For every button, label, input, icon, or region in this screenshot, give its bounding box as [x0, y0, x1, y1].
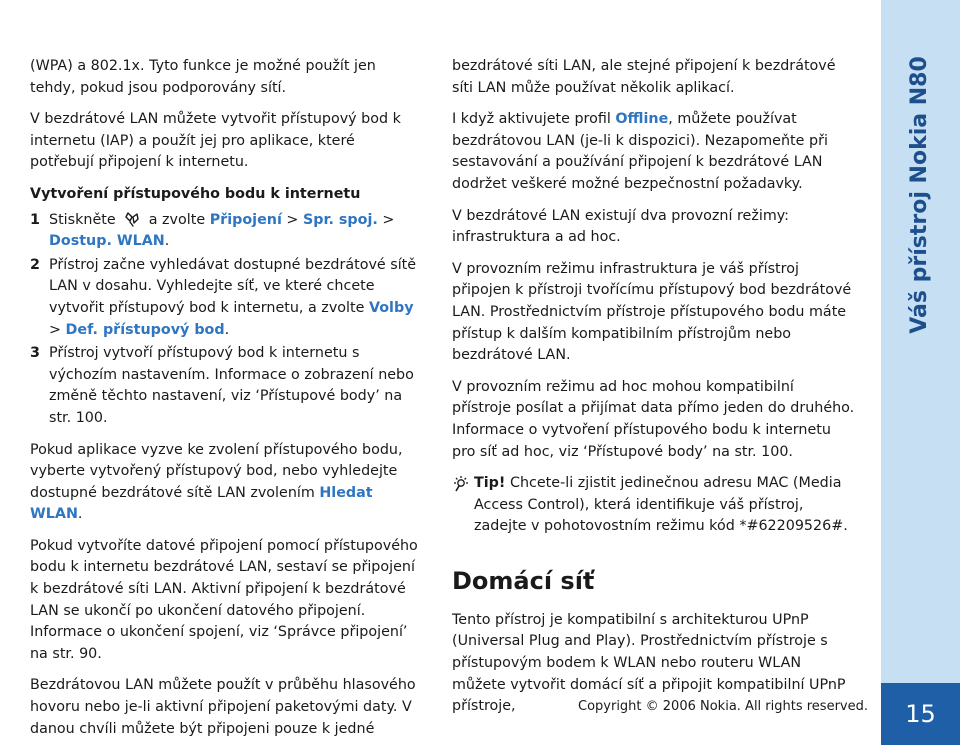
paragraph-intro: (WPA) a 802.1x. Tyto funkce je možné použít jen tehdy, pokud jsou podporovány sítí. [30, 58, 376, 96]
heading-home-network: Domácí síť [452, 566, 595, 595]
step-number: 3 [30, 345, 40, 362]
keyword-conn-mgr: Spr. spoj. [302, 211, 378, 228]
step-text: Přístroj vytvoří přístupový bod k internetu s výchozím nastavením. Informace o zobrazení nebo změně těchto nastavení, viz ‘Přístupové body’ na str. 100. [49, 345, 414, 426]
paragraph-infrastructure: V provozním režimu infrastruktura je váš přístroj připojen k přístroji tvořícímu přístupový bod bezdrátové LAN. Prostřednictvím přístroje přístupového bodu máte přístup k dalším kompatibilním přístrojům nebo bezdrátové LAN. [452, 260, 852, 364]
tip-text: Chcete-li zjistit jedinečnou adresu MAC (Media Access Control), která identifikuje váš přístroj, zadejte v pohotovostním režimu kód *#62209526#. [474, 475, 848, 535]
paragraph-voice-call: Bezdrátovou LAN můžete použít v průběhu hlasového hovoru nebo je-li aktivní připojení paketovými daty. V danou chvíli můžete být připojeni pouze k jedné [30, 677, 416, 737]
step-text: a zvolte [148, 211, 206, 228]
punctuation: . [77, 506, 83, 523]
chapter-title: Váš přístroj Nokia N80 [907, 56, 932, 334]
keyword-options: Volby [368, 299, 414, 316]
keyword-define-access-point: Def. přístupový bod [65, 321, 225, 338]
copyright-notice: Copyright © 2006 Nokia. All rights reserved. [578, 699, 868, 714]
menu-key-icon [124, 211, 140, 227]
paragraph-adhoc: V provozním režimu ad hoc mohou kompatibilní přístroje posílat a přijímat data přímo jeden do druhého. Informace o vytvoření přístupového bodu k internetu pro síť ad hoc, viz ‘Přístupové body’ na str. 100. [452, 378, 855, 460]
paragraph-text: Pokud aplikace vyzve ke zvolení přístupového bodu, vyberte vytvořený přístupový bod, nebo vyhledejte dostupné bezdrátové sítě LAN zvolením [30, 441, 403, 501]
step-text: Přístroj začne vyhledávat dostupné bezdrátové sítě LAN v dosahu. Vyhledejte síť, ve které chcete vytvořit přístupový bod k internetu, a zvolte [49, 256, 417, 316]
paragraph-upnp: Tento přístroj je kompatibilní s architekturou UPnP (Universal Plug and Play). Prostřednictvím přístroje s přístupovým bodem k WLAN nebo routeru WLAN můžete vytvořit domácí síť a připojit kompatibilní UPnP přístroje, [452, 611, 846, 715]
keyword-available-wlan: Dostup. WLAN [49, 233, 165, 250]
separator: > [382, 211, 395, 228]
step-3 [30, 343, 422, 429]
paragraph-iap: V bezdrátové LAN můžete vytvořit přístupový bod k internetu (IAP) a použít jej pro aplikace, které potřebují připojení k internetu. [30, 111, 401, 171]
keyword-connectivity: Připojení [209, 211, 282, 228]
keyword-offline: Offline [615, 111, 669, 128]
steps-list [30, 210, 422, 430]
step-number: 1 [30, 211, 40, 228]
punctuation: . [224, 321, 230, 338]
paragraph-offline [452, 109, 857, 195]
keyword-search-wlan: Hledat WLAN [30, 484, 373, 523]
separator: > [286, 211, 299, 228]
paragraph-modes: V bezdrátové LAN existují dva provozní režimy: infrastruktura a ad hoc. [452, 207, 789, 246]
paragraph-text: , můžete používat bezdrátovou LAN (je-li k dispozici). Nezapomeňte při sestavování a používání připojení k bezdrátové LAN dodržet veškeré možné bezpečnostní požadavky. [452, 111, 828, 192]
step-1 [30, 210, 422, 253]
right-column [452, 56, 857, 728]
left-column [30, 56, 422, 750]
paragraph-prompt [30, 440, 422, 526]
paragraph-text: I když aktivujete profil [452, 111, 611, 128]
page-number: 15 [881, 683, 960, 745]
paragraph-continued: bezdrátové síti LAN, ale stejné připojení k bezdrátové síti LAN může používat několik aplikací. [452, 58, 836, 96]
tip-box [452, 473, 857, 538]
step-2 [30, 255, 422, 341]
punctuation: . [164, 233, 170, 250]
tip-label: Tip! [474, 475, 506, 492]
separator: > [49, 321, 61, 338]
subheading-create-access-point: Vytvoření přístupového bodu k internetu [30, 185, 361, 202]
paragraph-data-connection: Pokud vytvoříte datové připojení pomocí přístupového bodu k internetu bezdrátové LAN, sestaví se připojení k bezdrátové síti LAN. Aktivní připojení k bezdrátové LAN se ukončí po ukončení datového připojení. Informace o ukončení spojení, viz ‘Správce připojení’ na str. 90. [30, 537, 418, 662]
step-number: 2 [30, 256, 40, 273]
lightbulb-icon [452, 475, 470, 493]
step-text: Stiskněte [49, 211, 116, 228]
